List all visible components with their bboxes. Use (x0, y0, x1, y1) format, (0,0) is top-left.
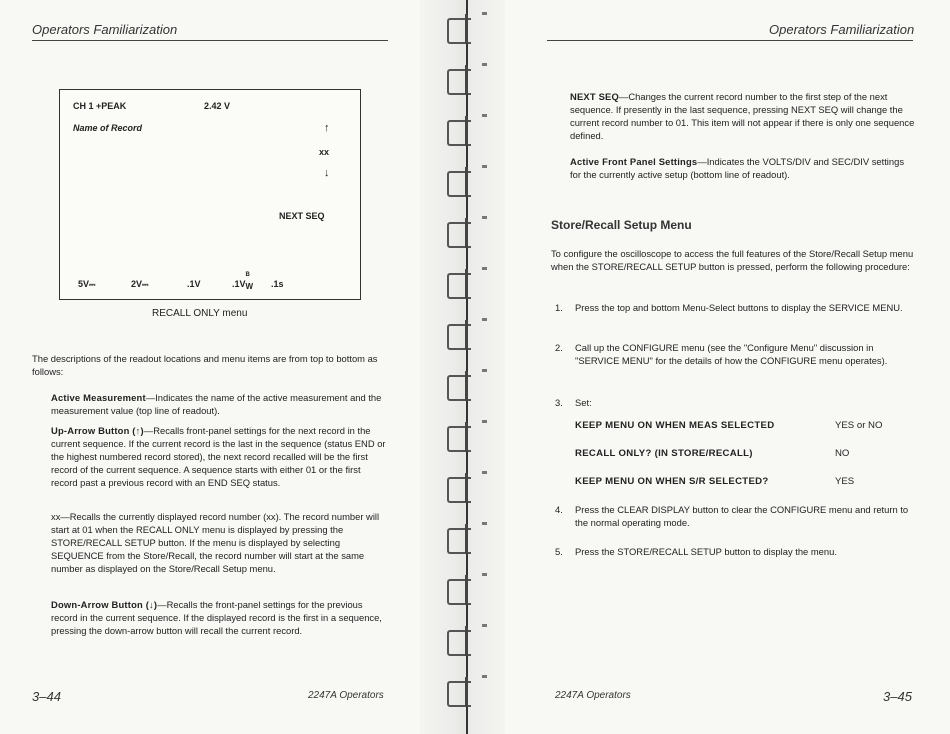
setting-keep-menu-sr: KEEP MENU ON WHEN S/R SELECTED? (575, 476, 769, 487)
measurement-value: 2.42 V (204, 101, 231, 111)
binding-hole (482, 420, 487, 423)
binding-hole (482, 318, 487, 321)
item-down-arrow (51, 598, 389, 637)
figure-caption: RECALL ONLY menu (152, 308, 248, 319)
binding-hole (482, 471, 487, 474)
step-number: 4. (555, 504, 563, 515)
step-number: 3. (555, 397, 563, 408)
binding-ring-bar (465, 14, 468, 44)
binding-ring-bar (465, 167, 468, 197)
setting-value: NO (835, 448, 850, 459)
step-number: 5. (555, 546, 563, 557)
binding-hole (482, 573, 487, 576)
binding-hole (482, 12, 487, 15)
section-heading: Store/Recall Setup Menu (551, 218, 692, 232)
binding-hole (482, 675, 487, 678)
step-number: 2. (555, 342, 563, 353)
item-text: —Changes the current record number to the first step of the next sequence. If presently in the last sequence, pressing NEXT SEQ will change the current record number to 01. This item will not appear if there is only one sequence defined. (570, 91, 915, 141)
channel-label: CH 1 +PEAK (73, 101, 127, 111)
binding-ring-bar (465, 677, 468, 707)
volts-ch4-sup: B (245, 272, 250, 278)
running-head-left: Operators Familiarization (32, 22, 178, 37)
binding-ring-bar (465, 65, 468, 95)
next-seq-label: NEXT SEQ (279, 211, 325, 221)
up-arrow-icon: ↑ (324, 122, 330, 134)
binding-hole (482, 63, 487, 66)
binding-hole (482, 624, 487, 627)
dc-coupling-icon: ⎓ (142, 280, 149, 289)
item-lead: Up-Arrow Button (↑) (51, 425, 144, 436)
footer-left: 2247A Operators (308, 690, 384, 701)
binding-hole (482, 216, 487, 219)
volts-ch3: .1V (187, 279, 201, 289)
setting-recall-only: RECALL ONLY? (IN STORE/RECALL) (575, 448, 753, 459)
binding-ring-bar (465, 473, 468, 503)
intro-paragraph: The descriptions of the readout locations and menu items are from top to bottom as follows: (32, 353, 378, 377)
step-text: Press the CLEAR DISPLAY button to clear the CONFIGURE menu and return to the normal operating mode. (575, 504, 909, 528)
item-lead: NEXT SEQ (570, 91, 620, 102)
record-number: xx (319, 147, 330, 157)
spiral-binding (420, 0, 505, 734)
item-text: —Recalls front-panel settings for the next record in the current sequence. If the current record is the last in the sequence (status END or the highest numbered record stored), the next record recalled will be the first record of the current sequence. A sequence starts with either 01 or the first record past a previous record with an END SEQ status. (51, 425, 386, 488)
binding-hole (482, 114, 487, 117)
binding-ring-bar (465, 269, 468, 299)
footer-right: 2247A Operators (555, 690, 631, 701)
item-up-arrow (51, 424, 389, 489)
header-rule-right (547, 40, 913, 41)
dc-coupling-icon: ⎓ (89, 280, 96, 289)
binding-ring-bar (465, 371, 468, 401)
binding-spine-line (466, 0, 468, 734)
item-lead: Active Measurement (51, 392, 146, 403)
right-page (505, 0, 950, 734)
time-per-div: .1s (271, 279, 284, 289)
binding-ring-bar (465, 320, 468, 350)
volts-ch4-sub: W (245, 282, 254, 291)
binding-hole (482, 267, 487, 270)
volts-ch1: 5V⎓ (78, 279, 96, 289)
down-arrow-icon: ↓ (324, 167, 330, 179)
running-head-right: Operators Familiarization (769, 22, 915, 37)
binding-hole (482, 369, 487, 372)
volts-ch2: 2V⎓ (131, 279, 149, 289)
step-text: Set: (575, 397, 592, 408)
binding-ring-bar (465, 524, 468, 554)
record-name: Name of Record (73, 123, 143, 133)
step-number: 1. (555, 302, 563, 313)
binding-ring-bar (465, 422, 468, 452)
step-text: Call up the CONFIGURE menu (see the "Configure Menu" discussion in "SERVICE MENU" for the details of how the CONFIGURE menu operates). (575, 342, 888, 366)
item-lead: Active Front Panel Settings (570, 156, 698, 167)
binding-hole (482, 522, 487, 525)
page-number-right: 3–45 (883, 689, 912, 704)
binding-ring-bar (465, 218, 468, 248)
binding-ring-bar (465, 626, 468, 656)
item-text: —Recalls the front-panel settings for the previous record in the current sequence. If the displayed record is the first in a sequence, pressing the down-arrow button will recall the current record. (51, 599, 382, 636)
binding-ring-bar (465, 116, 468, 146)
binding-hole (482, 165, 487, 168)
page-number-left: 3–44 (32, 689, 61, 704)
item-active-front-panel (570, 155, 915, 181)
section-intro: To configure the oscilloscope to access the full features of the Store/Recall Setup menu when the STORE/RECALL SETUP button is pressed, perform the following procedure: (551, 248, 914, 272)
setting-value: YES (835, 476, 855, 487)
item-text: xx—Recalls the currently displayed record number (xx). The record number will start at 01 when the RECALL ONLY menu is displayed by pressing the STORE/RECALL SETUP button. If the menu is displayed by selecting SEQUENCE from the Store/Recall, the record number will start at the same number as displayed on the Store/Recall Setup menu. (51, 511, 380, 574)
volts-ch4: .1V B W (232, 272, 254, 291)
step-text: Press the STORE/RECALL SETUP button to display the menu. (575, 546, 837, 557)
step-text: Press the top and bottom Menu-Select buttons to display the SERVICE MENU. (575, 302, 903, 313)
item-next-seq (570, 90, 915, 142)
binding-ring-bar (465, 575, 468, 605)
header-rule-left (32, 40, 388, 41)
setting-keep-menu-meas: KEEP MENU ON WHEN MEAS SELECTED (575, 420, 775, 431)
item-text: —Indicates the VOLTS/DIV and SEC/DIV settings for the currently active setup (bottom line of readout). (570, 156, 905, 180)
item-active-measurement (51, 391, 389, 417)
item-lead: Down-Arrow Button (↓) (51, 599, 158, 610)
item-text: —Indicates the name of the active measurement and the measurement value (top line of readout). (51, 392, 382, 416)
crt-readout-display (59, 89, 361, 300)
setting-value: YES or NO (835, 420, 883, 431)
item-record-number (51, 510, 389, 575)
left-page (0, 0, 420, 734)
